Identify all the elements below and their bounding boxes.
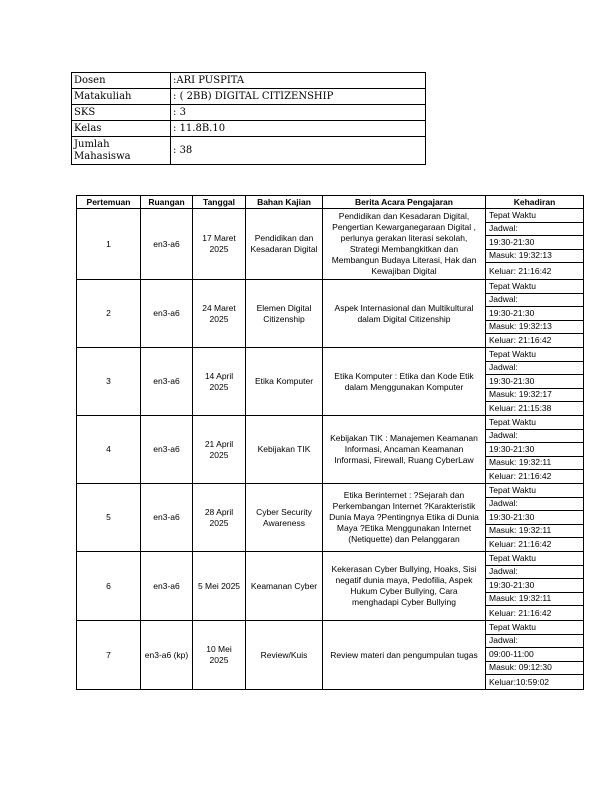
info-row-kelas xyxy=(72,121,426,137)
kehadiran-jadwal: Jadwal: xyxy=(486,429,584,443)
info-row-matakuliah xyxy=(72,89,426,105)
kehadiran-masuk: Masuk: 19:32:17 xyxy=(486,388,584,402)
cell-ruangan: en3-a6 xyxy=(141,280,193,348)
table-row xyxy=(77,621,584,635)
cell-bahan-kajian: Review/Kuis xyxy=(246,621,323,690)
cell-berita-acara: Etika Komputer : Etika dan Kode Etik dalam Menggunakan Komputer xyxy=(323,348,486,416)
cell-bahan-kajian: Elemen Digital Citizenship xyxy=(246,280,323,348)
cell-ruangan: en3-a6 xyxy=(141,348,193,416)
header-kehadiran: Kehadiran xyxy=(486,196,584,209)
kehadiran-keluar: Keluar: 21:15:38 xyxy=(486,402,584,416)
cell-pertemuan: 3 xyxy=(77,348,141,416)
kehadiran-jadwal: Jadwal: xyxy=(486,222,584,236)
cell-tanggal: 21 April 2025 xyxy=(193,416,246,484)
cell-bahan-kajian: Etika Komputer xyxy=(246,348,323,416)
table-row xyxy=(77,280,584,294)
cell-berita-acara: Review materi dan pengumpulan tugas xyxy=(323,621,486,690)
kehadiran-status: Tepat Waktu xyxy=(486,621,584,635)
cell-pertemuan: 2 xyxy=(77,280,141,348)
attendance-body xyxy=(77,209,584,690)
table-row xyxy=(77,209,584,223)
table-row xyxy=(77,416,584,430)
cell-tanggal: 5 Mei 2025 xyxy=(193,552,246,621)
table-header-row xyxy=(77,196,584,209)
info-value-matakuliah: : ( 2BB) DIGITAL CITIZENSHIP xyxy=(171,89,426,105)
cell-bahan-kajian: Keamanan Cyber xyxy=(246,552,323,621)
kehadiran-status: Tepat Waktu xyxy=(486,209,584,223)
cell-ruangan: en3-a6 xyxy=(141,484,193,552)
kehadiran-jadwal: Jadwal: xyxy=(486,293,584,307)
cell-berita-acara: Aspek Internasional dan Multikultural dalam Digital Citizenship xyxy=(323,280,486,348)
kehadiran-masuk: Masuk: 19:32:13 xyxy=(486,249,584,263)
info-label: Dosen xyxy=(72,73,171,89)
header-pertemuan: Pertemuan xyxy=(77,196,141,209)
header-ruangan: Ruangan xyxy=(141,196,193,209)
table-row xyxy=(77,552,584,566)
kehadiran-keluar: Keluar: 21:16:42 xyxy=(486,606,584,621)
kehadiran-status: Tepat Waktu xyxy=(486,484,584,498)
kehadiran-jam: 19:30-21:30 xyxy=(486,511,584,525)
cell-ruangan: en3-a6 xyxy=(141,416,193,484)
kehadiran-status: Tepat Waktu xyxy=(486,348,584,362)
info-value-jumlah: : 38 xyxy=(171,137,426,165)
kehadiran-jam: 19:30-21:30 xyxy=(486,307,584,321)
cell-berita-acara: Pendidikan dan Kesadaran Digital, Pengertian Kewarganegaraan Digital , perlunya gerakan literasi sekolah, Strategi Membangkitkan dan Membangun Budaya Literasi, Hak dan Kewajiban Digital xyxy=(323,209,486,280)
cell-pertemuan: 6 xyxy=(77,552,141,621)
attendance-table xyxy=(76,195,584,690)
course-info-table xyxy=(71,72,426,165)
cell-bahan-kajian: Pendidikan dan Kesadaran Digital xyxy=(246,209,323,280)
info-label: SKS xyxy=(72,105,171,121)
cell-tanggal: 17 Maret 2025 xyxy=(193,209,246,280)
cell-berita-acara: Kekerasan Cyber Bullying, Hoaks, Sisi negatif dunia maya, Pedofilia, Aspek Hukum Cyber Bullying, Cara menghadapi Cyber Bullying xyxy=(323,552,486,621)
kehadiran-jadwal: Jadwal: xyxy=(486,497,584,511)
info-label: Kelas xyxy=(72,121,171,137)
table-row xyxy=(77,348,584,362)
kehadiran-masuk: Masuk: 19:32:13 xyxy=(486,320,584,334)
cell-bahan-kajian: Kebijakan TIK xyxy=(246,416,323,484)
info-label: Jumlah Mahasiswa xyxy=(72,137,171,165)
kehadiran-status: Tepat Waktu xyxy=(486,416,584,430)
kehadiran-masuk: Masuk: 09:12:30 xyxy=(486,661,584,675)
kehadiran-jadwal: Jadwal: xyxy=(486,361,584,375)
kehadiran-keluar: Keluar:10:59:02 xyxy=(486,675,584,690)
kehadiran-masuk: Masuk: 19:32:11 xyxy=(486,456,584,470)
info-row-dosen xyxy=(72,73,426,89)
kehadiran-status: Tepat Waktu xyxy=(486,280,584,294)
cell-tanggal: 28 April 2025 xyxy=(193,484,246,552)
info-label: Matakuliah xyxy=(72,89,171,105)
header-tanggal: Tanggal xyxy=(193,196,246,209)
cell-ruangan: en3-a6 (kp) xyxy=(141,621,193,690)
cell-pertemuan: 5 xyxy=(77,484,141,552)
cell-pertemuan: 7 xyxy=(77,621,141,690)
cell-tanggal: 10 Mei 2025 xyxy=(193,621,246,690)
info-row-jumlah xyxy=(72,137,426,165)
info-value-sks: : 3 xyxy=(171,105,426,121)
kehadiran-jam: 09:00-11:00 xyxy=(486,648,584,662)
info-value-kelas: : 11.8B.10 xyxy=(171,121,426,137)
cell-tanggal: 14 April 2025 xyxy=(193,348,246,416)
cell-ruangan: en3-a6 xyxy=(141,209,193,280)
cell-tanggal: 24 Maret 2025 xyxy=(193,280,246,348)
kehadiran-jadwal: Jadwal: xyxy=(486,634,584,648)
kehadiran-jam: 19:30-21:30 xyxy=(486,375,584,389)
cell-pertemuan: 4 xyxy=(77,416,141,484)
header-berita-acara: Berita Acara Pengajaran xyxy=(323,196,486,209)
header-bahan-kajian: Bahan Kajian xyxy=(246,196,323,209)
cell-bahan-kajian: Cyber Security Awareness xyxy=(246,484,323,552)
cell-berita-acara: Kebijakan TIK : Manajemen Keamanan Informasi, Ancaman Keamanan Informasi, Firewall, Ruang CyberLaw xyxy=(323,416,486,484)
kehadiran-keluar: Keluar: 21:16:42 xyxy=(486,263,584,280)
kehadiran-jam: 19:30-21:30 xyxy=(486,443,584,457)
kehadiran-masuk: Masuk: 19:32:11 xyxy=(486,524,584,538)
kehadiran-jadwal: Jadwal: xyxy=(486,565,584,579)
kehadiran-jam: 19:30-21:30 xyxy=(486,579,584,593)
kehadiran-jam: 19:30-21:30 xyxy=(486,236,584,250)
kehadiran-keluar: Keluar: 21:16:42 xyxy=(486,538,584,552)
table-row xyxy=(77,484,584,498)
kehadiran-masuk: Masuk: 19:32:11 xyxy=(486,592,584,606)
kehadiran-keluar: Keluar: 21:16:42 xyxy=(486,470,584,484)
cell-pertemuan: 1 xyxy=(77,209,141,280)
kehadiran-status: Tepat Waktu xyxy=(486,552,584,566)
cell-ruangan: en3-a6 xyxy=(141,552,193,621)
kehadiran-keluar: Keluar: 21:16:42 xyxy=(486,334,584,348)
cell-berita-acara: Etika Berinternet : ?Sejarah dan Perkembangan Internet ?Karakteristik Dunia Maya ?Pentingnya Etika di Dunia Maya ?Etika Menggunakan Internet (Netiquette) dan Pelanggaran xyxy=(323,484,486,552)
info-value-dosen: :ARI PUSPITA xyxy=(171,73,426,89)
info-row-sks xyxy=(72,105,426,121)
